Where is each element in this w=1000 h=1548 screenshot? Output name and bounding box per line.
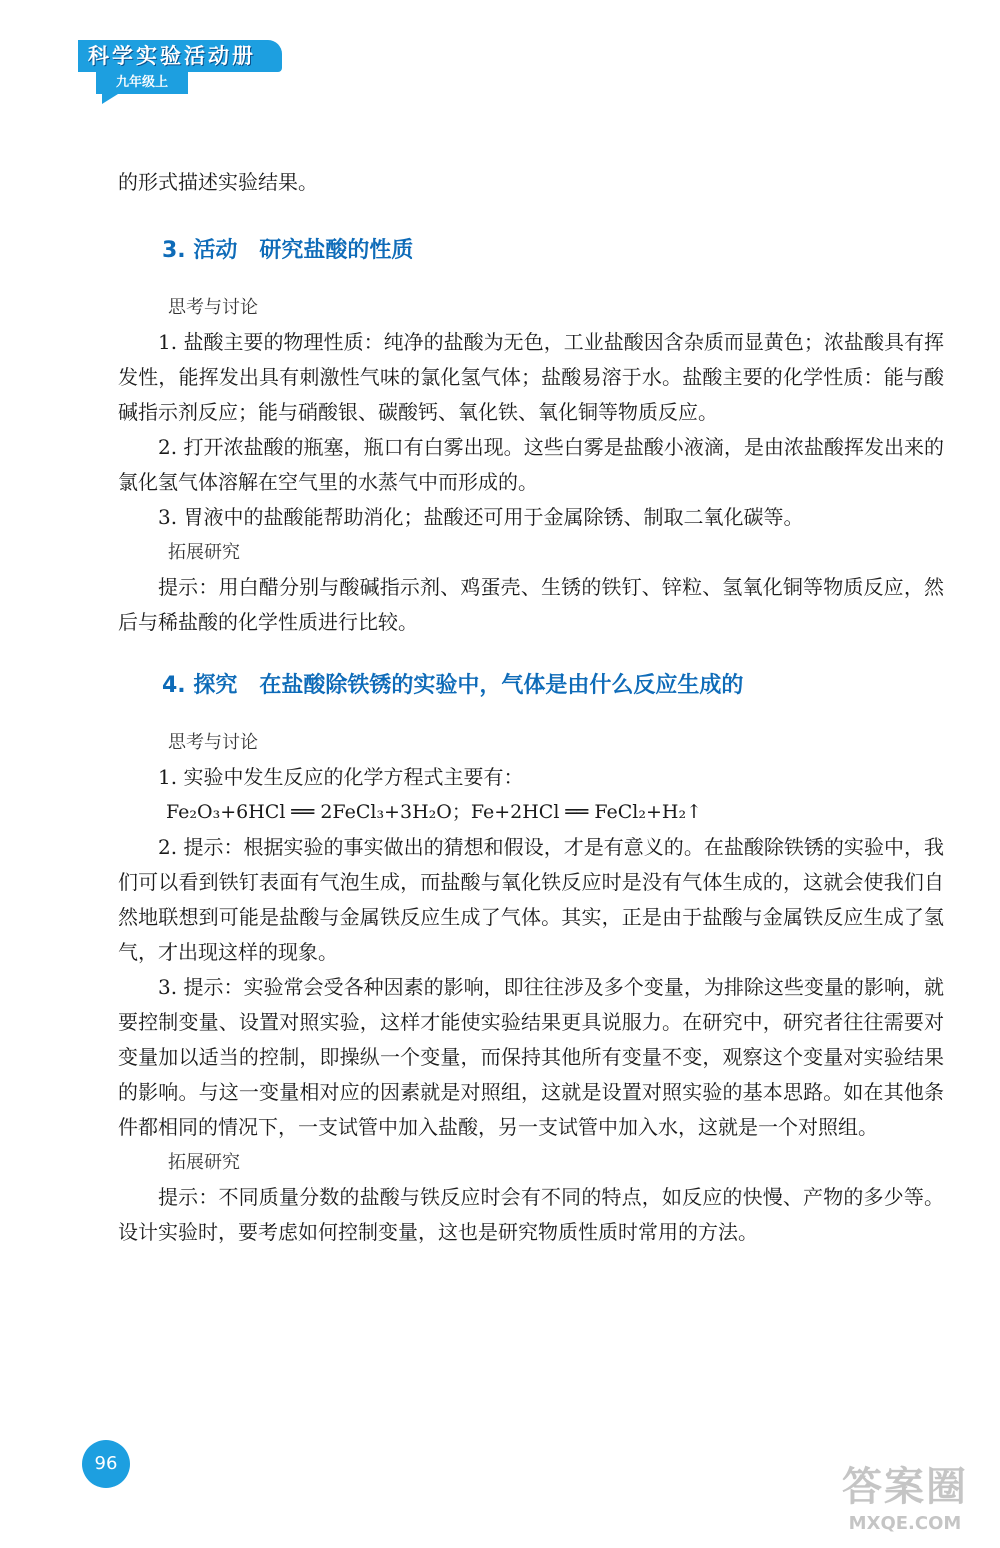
section-4-title: 4. 探究 在盐酸除铁锈的实验中，气体是由什么反应生成的 bbox=[162, 673, 744, 698]
watermark-logo: 答案圈 bbox=[842, 1464, 968, 1510]
section-4-think-label: 思考与讨论 bbox=[168, 732, 258, 753]
section-3-extend-label: 拓展研究 bbox=[168, 542, 240, 563]
section-3-think-label: 思考与讨论 bbox=[168, 297, 258, 318]
section-4-extend-label: 拓展研究 bbox=[168, 1152, 240, 1173]
section-3-title: 3. 活动 研究盐酸的性质 bbox=[162, 238, 414, 263]
page-content bbox=[118, 165, 944, 1250]
section-4-item-2: 2. 提示：根据实验的事实做出的猜想和假设，才是有意义的。在盐酸除铁锈的实验中，我们可以看到铁钉表面有气泡生成，而盐酸与氧化铁反应时是没有气体生成的，这就会使我们自然地联想到可能是盐酸与金属铁反应生成了气体。其实，正是由于盐酸与金属铁反应生成了氢气，才出现这样的现象。 bbox=[118, 835, 944, 964]
book-header bbox=[78, 40, 288, 110]
section-4-item-1: 1. 实验中发生反应的化学方程式主要有： bbox=[158, 765, 524, 789]
watermark-url: MXQE.COM bbox=[848, 1513, 962, 1534]
watermark bbox=[820, 1462, 990, 1542]
section-4-extend-text: 提示：不同质量分数的盐酸与铁反应时会有不同的特点，如反应的快慢、产物的多少等。设计实验时，要考虑如何控制变量，这也是研究物质性质时常用的方法。 bbox=[118, 1185, 944, 1244]
section-3-item-3: 3. 胃液中的盐酸能帮助消化；盐酸还可用于金属除锈、制取二氧化碳等。 bbox=[158, 505, 804, 529]
book-title: 科学实验活动册 bbox=[78, 40, 282, 72]
grade-label: 九年级上 bbox=[96, 72, 188, 94]
chemical-equation: Fe₂O₃+6HCl ══ 2FeCl₃+3H₂O；Fe+2HCl ══ FeCl₂+H₂↑ bbox=[166, 801, 703, 823]
section-3-extend-text: 提示：用白醋分别与酸碱指示剂、鸡蛋壳、生锈的铁钉、锌粒、氢氧化铜等物质反应，然后与稀盐酸的化学性质进行比较。 bbox=[118, 575, 944, 634]
continuation-text: 的形式描述实验结果。 bbox=[118, 170, 318, 194]
section-3-item-2: 2. 打开浓盐酸的瓶塞，瓶口有白雾出现。这些白雾是盐酸小液滴，是由浓盐酸挥发出来的氯化氢气体溶解在空气里的水蒸气中而形成的。 bbox=[118, 435, 944, 494]
section-4-item-3: 3. 提示：实验常会受各种因素的影响，即往往涉及多个变量，为排除这些变量的影响，就要控制变量、设置对照实验，这样才能使实验结果更具说服力。在研究中，研究者往往需要对变量加以适当的控制，即操纵一个变量，而保持其他所有变量不变，观察这个变量对实验结果的影响。与这一变量相对应的因素就是对照组，这就是设置对照实验的基本思路。如在其他条件都相同的情况下，一支试管中加入盐酸，另一支试管中加入水，这就是一个对照组。 bbox=[118, 975, 944, 1139]
section-3-item-1: 1. 盐酸主要的物理性质：纯净的盐酸为无色，工业盐酸因含杂质而显黄色；浓盐酸具有挥发性，能挥发出具有刺激性气味的氯化氢气体；盐酸易溶于水。盐酸主要的化学性质：能与酸碱指示剂反应；能与硝酸银、碳酸钙、氧化铁、氧化铜等物质反应。 bbox=[118, 330, 944, 424]
page-number: 96 bbox=[82, 1440, 130, 1488]
